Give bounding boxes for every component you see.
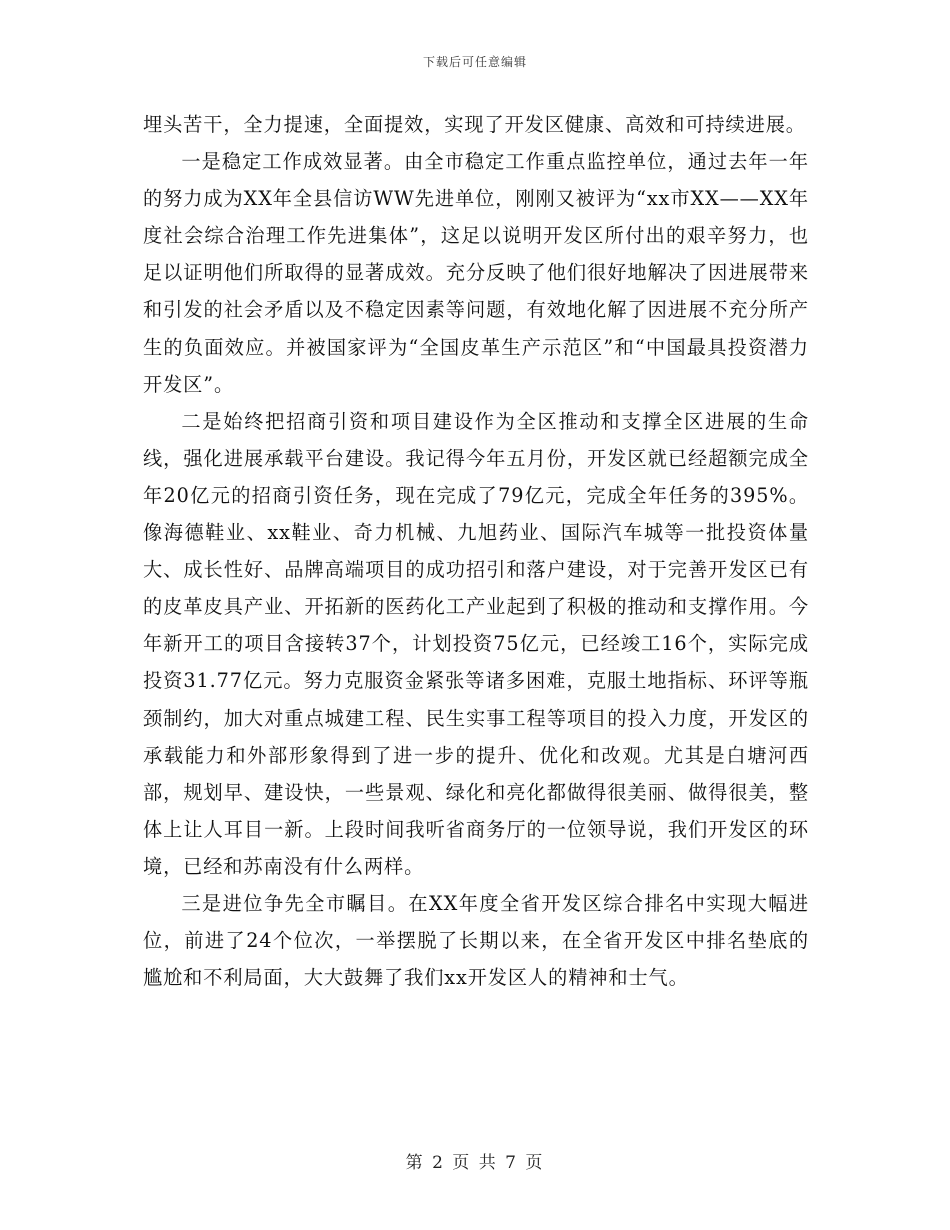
document-body [143, 106, 809, 996]
page-number: 第 2 页 共 7 页 [405, 1153, 545, 1173]
paragraph-ranking: 三是进位争先全市瞩目。在XX年度全省开发区综合排名中实现大幅进位，前进了24个位次，一举摆脱了长期以来，在全省开发区中排名垫底的尴尬和不利局面，大大鼓舞了我们xx开发区人的精神和士气。 [143, 891, 809, 990]
page-header-note: 下载后可任意编辑 [422, 55, 527, 69]
paragraph-stability: 一是稳定工作成效显著。由全市稳定工作重点监控单位，通过去年一年的努力成为XX年全县信访WW先进单位，刚刚又被评为“xx市XX——XX年度社会综合治理工作先进集体”，这足以说明开发区所付出的艰辛努力，也足以证明他们所取得的显著成效。充分反映了他们很好地解决了因进展带来和引发的社会矛盾以及不稳定因素等问题，有效地化解了因进展不充分所产生的负面效应。并被国家评为“全国皮革生产示范区”和“中国最具投资潜力开发区”。 [143, 150, 809, 396]
paragraph-investment: 二是始终把招商引资和项目建设作为全区推动和支撑全区进展的生命线，强化进展承载平台建设。我记得今年五月份，开发区就已经超额完成全年20亿元的招商引资任务，现在完成了79亿元，完成全年任务的395%。像海德鞋业、xx鞋业、奇力机械、九旭药业、国际汽车城等一批投资体量大、成长性好、品牌高端项目的成功招引和落户建设，对于完善开发区已有的皮革皮具产业、开拓新的医药化工产业起到了积极的推动和支撑作用。今年新开工的项目含接转37个，计划投资75亿元，已经竣工16个，实际完成投资31.77亿元。努力克服资金紧张等诸多困难，克服土地指标、环评等瓶颈制约，加大对重点城建工程、民生实事工程等项目的投入力度，开发区的承载能力和外部形象得到了进一步的提升、优化和改观。尤其是白塘河西部，规划早、建设快，一些景观、绿化和亮化都做得很美丽、做得很美，整体上让人耳目一新。上段时间我听省商务厅的一位领导说，我们开发区的环境，已经和苏南没有什么两样。 [143, 409, 809, 878]
paragraph-continuation: 埋头苦干，全力提速，全面提效，实现了开发区健康、高效和可持续进展。 [143, 113, 806, 136]
